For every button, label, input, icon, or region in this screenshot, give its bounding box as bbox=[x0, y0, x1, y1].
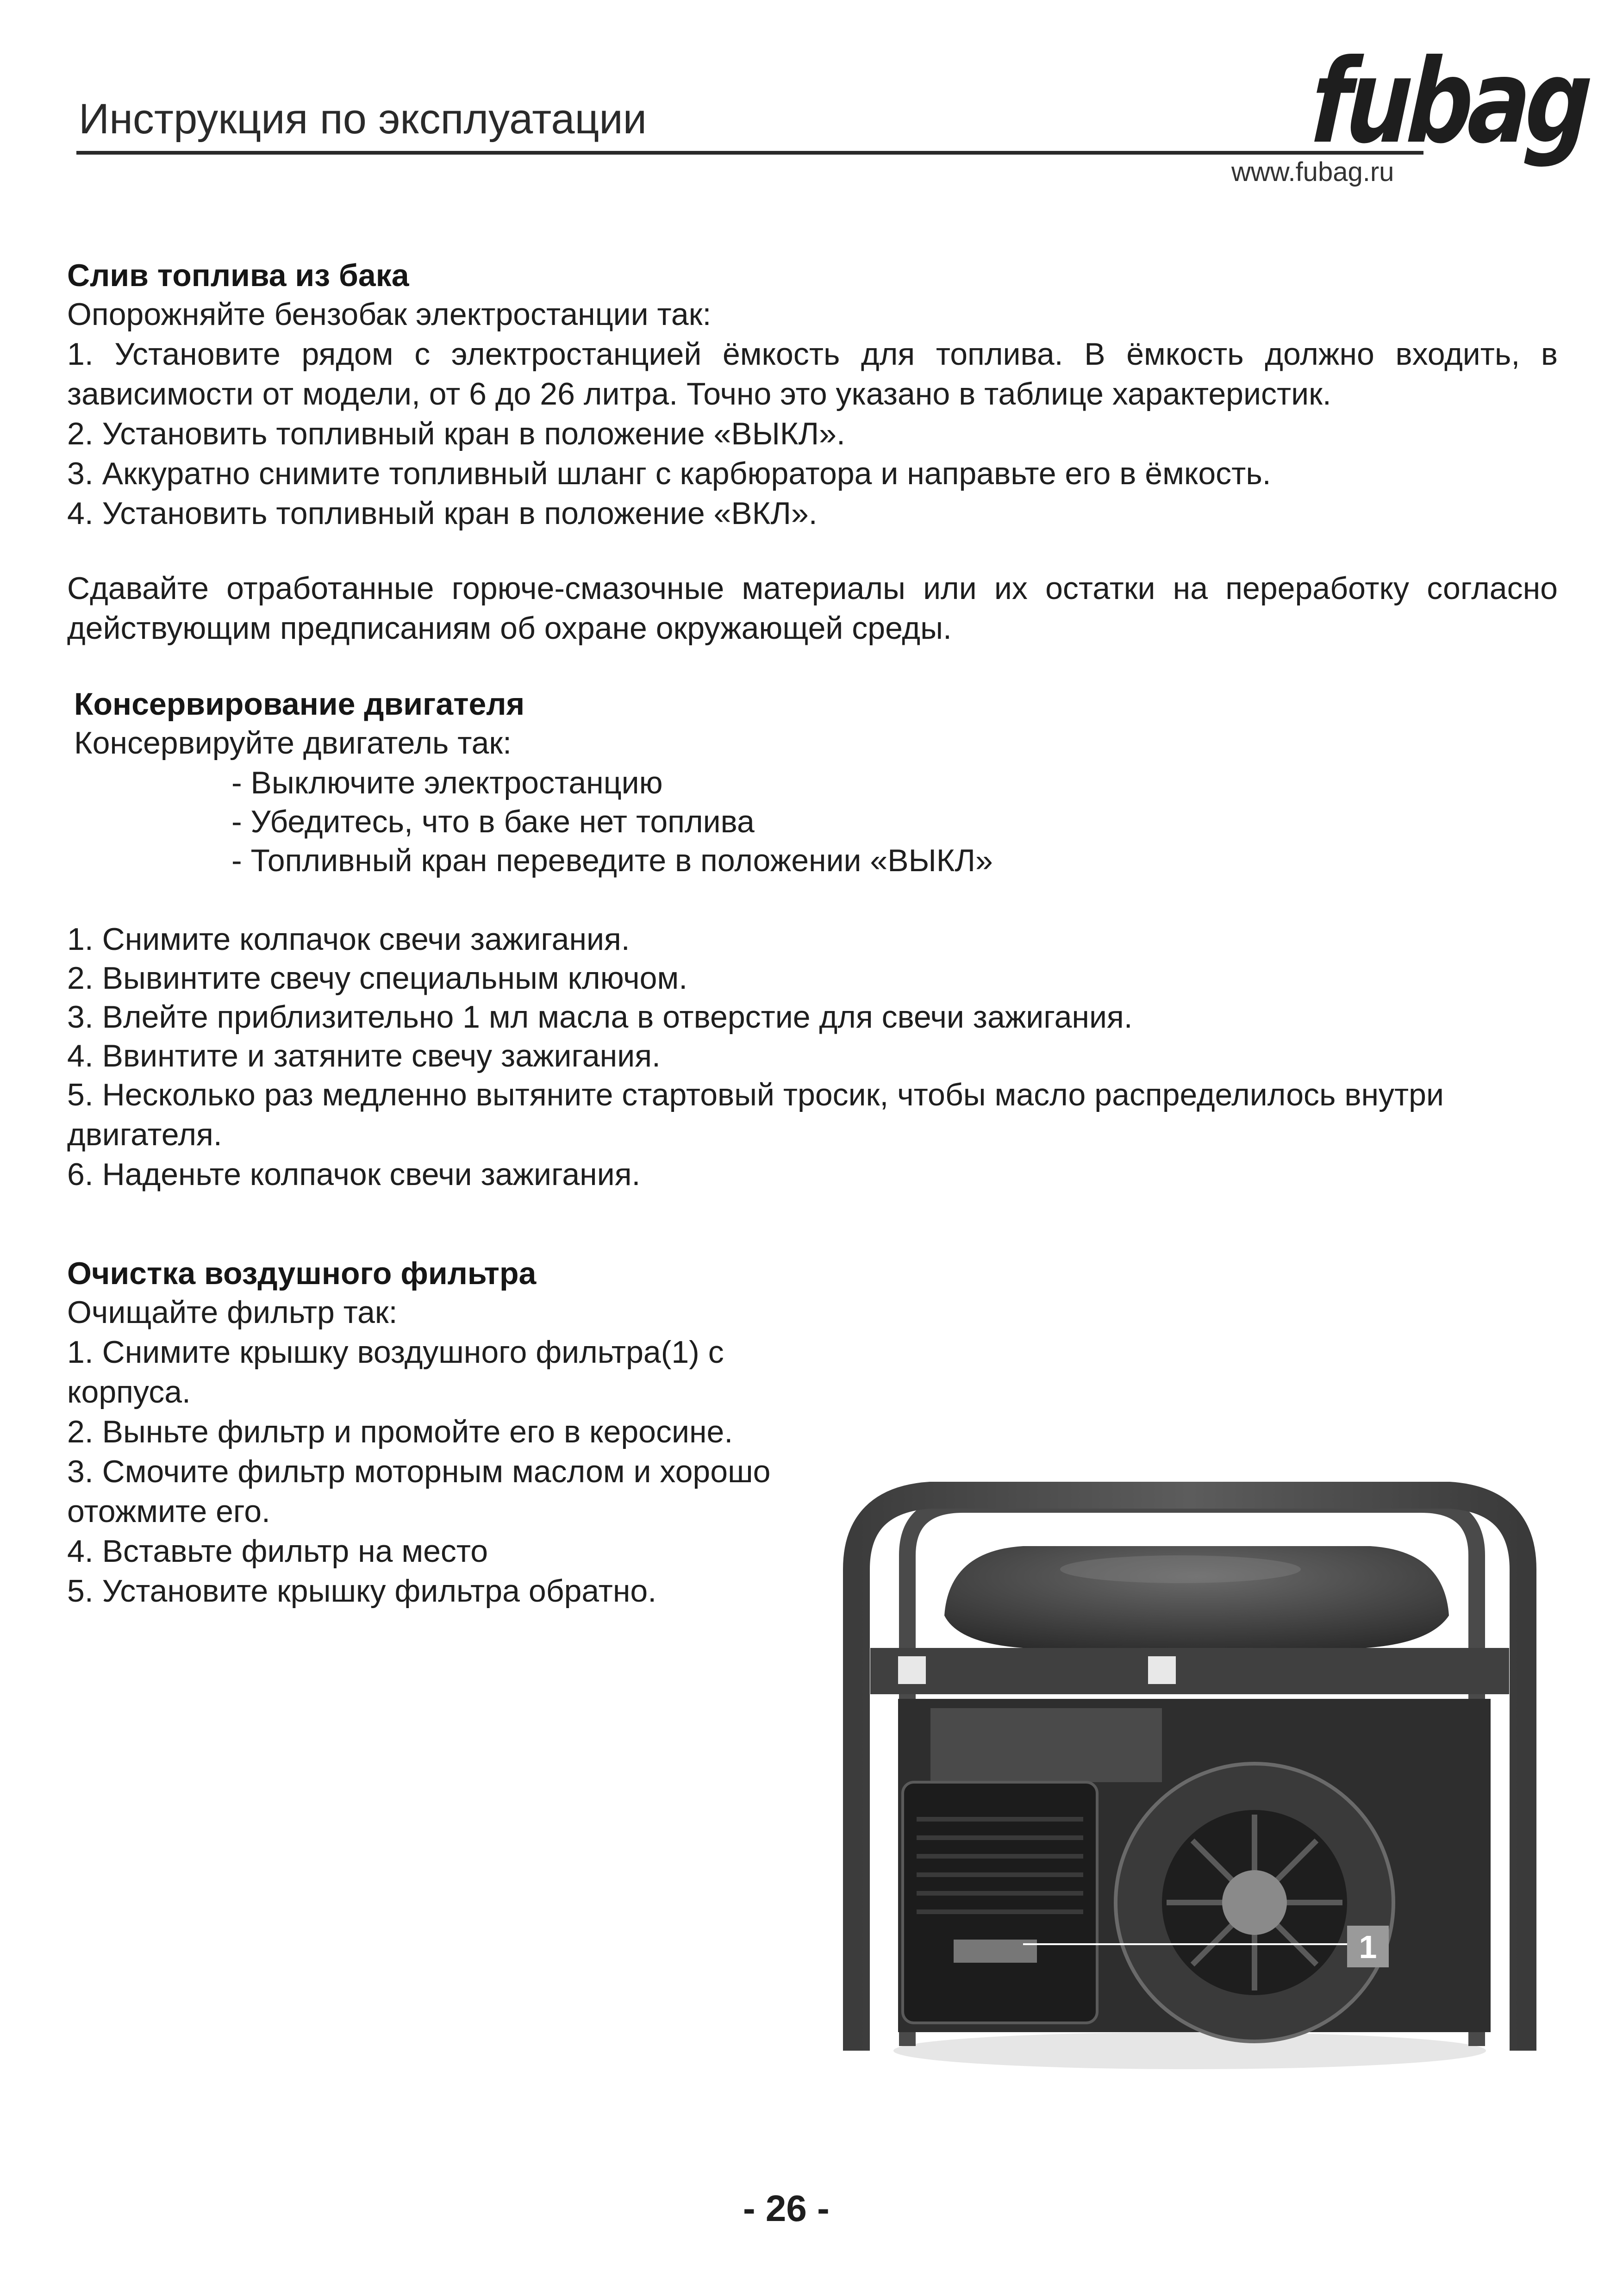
fuel-drain-step-2: 2. Установить топливный кран в положение «ВЫКЛ». bbox=[67, 416, 845, 451]
fuel-drain-step-3: 3. Аккуратно снимите топливный шланг с карбюратора и направьте его в ёмкость. bbox=[67, 456, 1271, 491]
recycling-note: Сдавайте отработанные горюче-смазочные материалы или их остатки на переработку согласно действующим предписаниям об охране окружающей среды. bbox=[67, 571, 1558, 646]
preservation-step-2: 2. Вывинтите свечу специальным ключом. bbox=[67, 961, 688, 996]
page-number: - 26 - bbox=[743, 2188, 830, 2229]
website-url: www.fubag.ru bbox=[1231, 157, 1394, 187]
preservation-step-6: 6. Наденьте колпачок свечи зажигания. bbox=[67, 1157, 641, 1192]
preservation-precondition-1: - Выключите электростанцию bbox=[231, 765, 663, 800]
header-divider bbox=[76, 151, 1423, 155]
figure-callout-1: 1 bbox=[1359, 1929, 1377, 1965]
preservation-precondition-3: - Топливный кран переведите в положении «ВЫКЛ» bbox=[231, 843, 993, 878]
preservation-intro: Консервируйте двигатель так: bbox=[74, 725, 512, 761]
air-filter-step-4: 4. Вставьте фильтр на место bbox=[67, 1534, 488, 1569]
air-filter-step-2: 2. Выньте фильтр и промойте его в керосине. bbox=[67, 1414, 733, 1449]
preservation-step-5: 5. Несколько раз медленно вытяните стартовый тросик, чтобы масло распределилось внутри двигателя. bbox=[67, 1077, 1444, 1152]
preservation-precondition-2: - Убедитесь, что в баке нет топлива bbox=[231, 804, 755, 839]
fuel-drain-step-1: 1. Установите рядом с электростанцией ёмкость для топлива. В ёмкость должно входить, в зависимости от модели, от 6 до 26 литра. Точно это указано в таблице характеристик. bbox=[67, 337, 1558, 412]
air-filter-step-5: 5. Установите крышку фильтра обратно. bbox=[67, 1573, 657, 1609]
heading-air-filter: Очистка воздушного фильтра bbox=[67, 1256, 537, 1291]
preservation-step-4: 4. Ввинтите и затяните свечу зажигания. bbox=[67, 1038, 661, 1073]
heading-engine-preservation: Консервирование двигателя bbox=[74, 686, 525, 722]
air-filter-intro: Очищайте фильтр так: bbox=[67, 1295, 398, 1330]
air-filter-step-1: 1. Снимите крышку воздушного фильтра(1) с корпуса. bbox=[67, 1335, 724, 1410]
fuel-drain-step-4: 4. Установить топливный кран в положение «ВКЛ». bbox=[67, 496, 818, 531]
heading-fuel-drain: Слив топлива из бака bbox=[67, 258, 409, 293]
preservation-step-3: 3. Влейте приблизительно 1 мл масла в отверстие для свечи зажигания. bbox=[67, 999, 1133, 1035]
fubag-logo: fubag bbox=[1307, 34, 1591, 169]
fuel-drain-intro: Опорожняйте бензобак электростанции так: bbox=[67, 297, 712, 332]
generator-photo bbox=[829, 1449, 1551, 2078]
page-header-title: Инструкция по эксплуатации bbox=[79, 95, 647, 143]
air-filter-step-3: 3. Смочите фильтр моторным маслом и хорошо отожмите его. bbox=[67, 1454, 771, 1529]
preservation-step-1: 1. Снимите колпачок свечи зажигания. bbox=[67, 922, 630, 957]
